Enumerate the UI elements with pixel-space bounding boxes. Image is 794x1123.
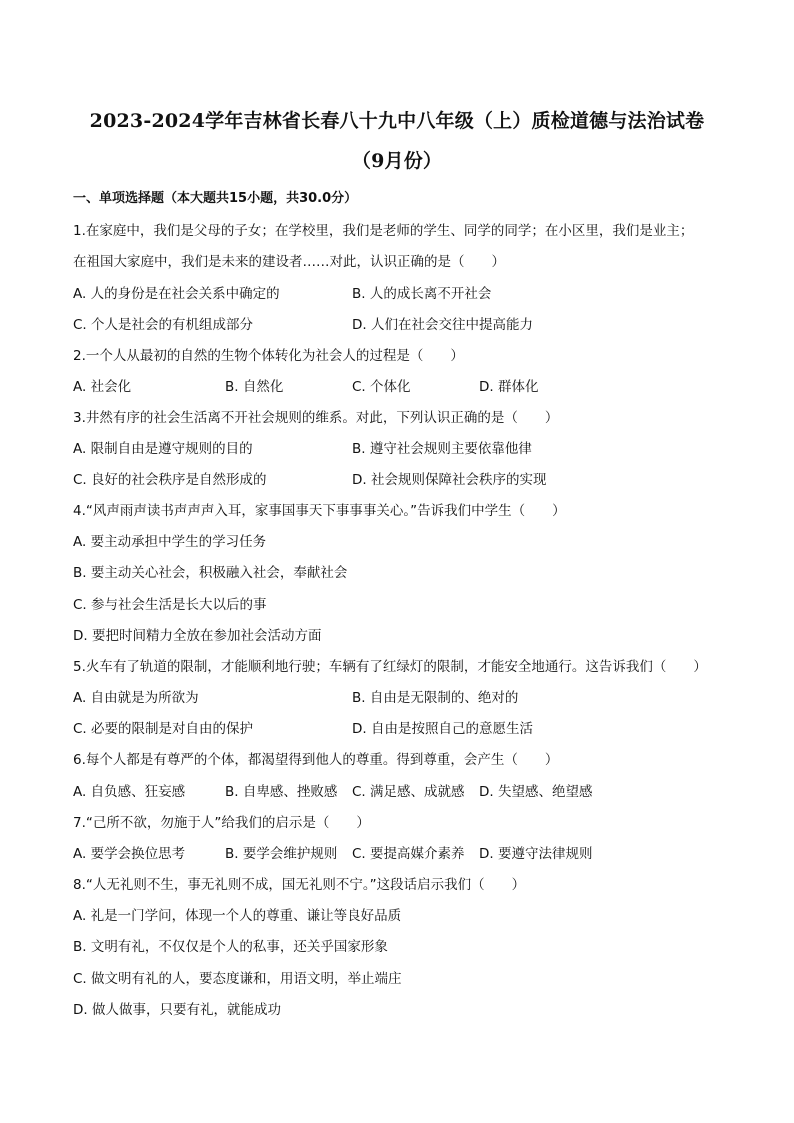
- option-d[interactable]: D. 群体化: [479, 379, 539, 395]
- option-a[interactable]: A. 限制自由是遵守规则的目的: [73, 441, 253, 457]
- option-d[interactable]: D. 社会规则保障社会秩序的实现: [352, 472, 547, 488]
- section-heading: 一、单项选择题（本大题共15小题，共30.0分）: [73, 191, 358, 206]
- option-d[interactable]: D. 要把时间精力全放在参加社会活动方面: [73, 628, 322, 644]
- question-stem: 8.“人无礼则不生，事无礼则不成，国无礼则不宁。”这段话启示我们（ ）: [73, 877, 526, 893]
- question-stem: 在祖国大家庭中，我们是未来的建设者……对此，认识正确的是（ ）: [73, 254, 505, 270]
- option-c[interactable]: C. 必要的限制是对自由的保护: [73, 721, 254, 737]
- option-b[interactable]: B. 人的成长离不开社会: [352, 286, 492, 302]
- question-stem: 1.在家庭中，我们是父母的子女；在学校里，我们是老师的学生、同学的同学；在小区里，我们是业主；: [73, 223, 694, 239]
- option-b[interactable]: B. 自然化: [225, 379, 284, 395]
- option-b[interactable]: B. 要学会维护规则: [225, 846, 338, 862]
- option-c[interactable]: C. 良好的社会秩序是自然形成的: [73, 472, 267, 488]
- option-d[interactable]: D. 失望感、绝望感: [479, 784, 593, 800]
- option-c[interactable]: C. 做文明有礼的人，要态度谦和，用语文明，举止端庄: [73, 971, 402, 987]
- exam-title-month: （9月份）: [351, 150, 443, 172]
- option-a[interactable]: A. 礼是一门学问，体现一个人的尊重、谦让等良好品质: [73, 908, 402, 924]
- question-stem: 3.井然有序的社会生活离不开社会规则的维系。对此，下列认识正确的是（ ）: [73, 410, 559, 426]
- option-c[interactable]: C. 个人是社会的有机组成部分: [73, 317, 254, 333]
- option-d[interactable]: D. 做人做事，只要有礼，就能成功: [73, 1002, 281, 1018]
- option-d[interactable]: D. 人们在社会交往中提高能力: [352, 317, 533, 333]
- question-stem: 2.一个人从最初的自然的生物个体转化为社会人的过程是（ ）: [73, 348, 464, 364]
- question-stem: 7.“己所不欲，勿施于人”给我们的启示是（ ）: [73, 815, 370, 831]
- option-c[interactable]: C. 参与社会生活是长大以后的事: [73, 597, 267, 613]
- option-b[interactable]: B. 要主动关心社会，积极融入社会，奉献社会: [73, 565, 348, 581]
- option-a[interactable]: A. 自由就是为所欲为: [73, 690, 199, 706]
- option-c[interactable]: C. 个体化: [352, 379, 411, 395]
- option-d[interactable]: D. 要遵守法律规则: [479, 846, 593, 862]
- option-c[interactable]: C. 要提高媒介素养: [352, 846, 465, 862]
- option-c[interactable]: C. 满足感、成就感: [352, 784, 465, 800]
- option-a[interactable]: A. 人的身份是在社会关系中确定的: [73, 286, 280, 302]
- option-a[interactable]: A. 自负感、狂妄感: [73, 784, 186, 800]
- exam-title: 2023-2024学年吉林省长春八十九中八年级（上）质检道德与法治试卷: [89, 110, 705, 132]
- question-stem: 4.“风声雨声读书声声声入耳，家事国事天下事事事关心。”告诉我们中学生（ ）: [73, 503, 566, 519]
- option-a[interactable]: A. 要学会换位思考: [73, 846, 186, 862]
- option-a[interactable]: A. 要主动承担中学生的学习任务: [73, 534, 267, 550]
- option-b[interactable]: B. 自卑感、挫败感: [225, 784, 338, 800]
- option-b[interactable]: B. 文明有礼，不仅仅是个人的私事，还关乎国家形象: [73, 939, 388, 955]
- option-b[interactable]: B. 自由是无限制的、绝对的: [352, 690, 519, 706]
- option-d[interactable]: D. 自由是按照自己的意愿生活: [352, 721, 533, 737]
- question-stem: 6.每个人都是有尊严的个体，都渴望得到他人的尊重。得到尊重，会产生（ ）: [73, 752, 559, 768]
- option-b[interactable]: B. 遵守社会规则主要依靠他律: [352, 441, 532, 457]
- option-a[interactable]: A. 社会化: [73, 379, 132, 395]
- question-stem: 5.火车有了轨道的限制，才能顺利地行驶；车辆有了红绿灯的限制，才能安全地通行。这告诉我们（ ）: [73, 659, 707, 675]
